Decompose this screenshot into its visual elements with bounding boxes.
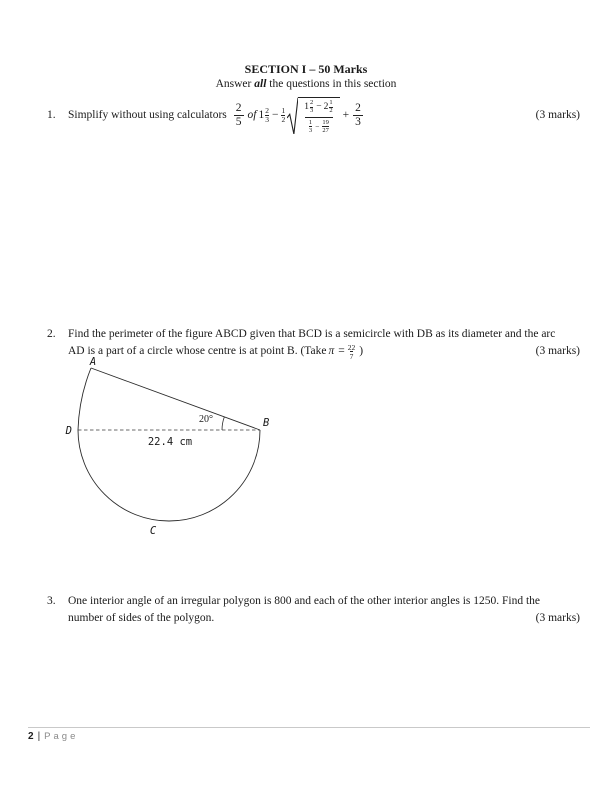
question-1-number: 1. — [47, 108, 56, 121]
question-2-marks: (3 marks) — [535, 345, 580, 357]
fraction-numerator: 1 — [329, 99, 333, 106]
subtitle-emphasis: all — [254, 78, 267, 90]
vertex-label-d: D — [65, 425, 72, 437]
fraction-numerator: 2 — [265, 106, 269, 116]
angle-arc-marker — [222, 417, 224, 430]
subtitle-pre: Answer — [215, 78, 255, 90]
footer-page-number: 2 — [28, 731, 34, 742]
question-3-number: 3. — [47, 595, 56, 607]
footer-separator: | — [37, 731, 41, 742]
fraction-numerator: 1 — [281, 106, 286, 116]
fraction-numerator: 19 — [322, 118, 329, 126]
page-footer — [28, 731, 78, 742]
vertex-label-a: A — [89, 356, 97, 368]
question-1-marks: (3 marks) — [535, 108, 580, 121]
fraction-denominator: 3 — [309, 107, 314, 114]
arc-ad — [78, 368, 91, 430]
fraction-denominator: 3 — [308, 126, 313, 134]
line-2-text: AD is a part of a circle whose centre is at point B. (Take — [68, 345, 327, 357]
question-3-marks: (3 marks) — [535, 611, 580, 624]
question-3-text-line-1: One interior angle of an irregular polygon is 800 and each of the other interior angles is 1250. Find the — [68, 595, 541, 607]
fraction-numerator: 2 — [355, 102, 361, 115]
question-3 — [47, 594, 580, 626]
question-3-line-2 — [47, 611, 580, 627]
footer-divider — [28, 727, 590, 728]
question-1-prompt: Simplify without using calculators — [68, 108, 227, 121]
fraction-denominator: 2 — [281, 115, 286, 125]
fraction-denominator: 5 — [235, 116, 242, 128]
fraction-denominator: 27 — [322, 126, 329, 134]
question-3-line-1 — [47, 594, 580, 610]
footer-page-label: Page — [44, 731, 79, 742]
fraction-denominator: 7 — [349, 351, 354, 361]
minus-sign: − — [316, 101, 322, 112]
whole-number: 1 — [258, 108, 265, 121]
vertex-label-c: C — [149, 525, 157, 537]
minus-sign: − — [315, 122, 320, 131]
fraction-numerator: 1 — [308, 118, 313, 126]
fraction-denominator: 2 — [329, 107, 333, 114]
fraction-denominator: 3 — [265, 115, 269, 125]
question-2-number: 2. — [47, 328, 56, 340]
fraction-numerator: 2 — [235, 102, 242, 115]
closing-paren: ) — [359, 345, 364, 357]
subtitle-post: the questions in this section — [266, 78, 397, 90]
section-title: SECTION I – 50 Marks — [244, 62, 368, 76]
fraction-numerator: 2 — [309, 99, 314, 106]
diameter-dimension-label: 22.4 cm — [147, 436, 193, 448]
whole-number: 2 — [323, 101, 329, 112]
question-3-text-line-2: number of sides of the polygon. — [68, 611, 215, 624]
fraction-denominator: 3 — [355, 116, 361, 128]
minus-sign: − — [271, 108, 279, 121]
plus-sign: + — [342, 108, 350, 121]
line-ab — [91, 368, 260, 430]
equals-sign: = — [338, 345, 345, 357]
whole-number: 1 — [304, 101, 309, 112]
of-word: of — [247, 108, 257, 121]
pi-symbol: π — [328, 345, 335, 357]
fraction-numerator: 22 — [347, 342, 356, 352]
question-2-text-line-1: Find the perimeter of the figure ABCD given that BCD is a semicircle with DB as its diameter and the arc — [68, 328, 556, 340]
angle-label-20-degrees: 20° — [199, 414, 213, 425]
vertex-label-b: B — [263, 417, 270, 429]
